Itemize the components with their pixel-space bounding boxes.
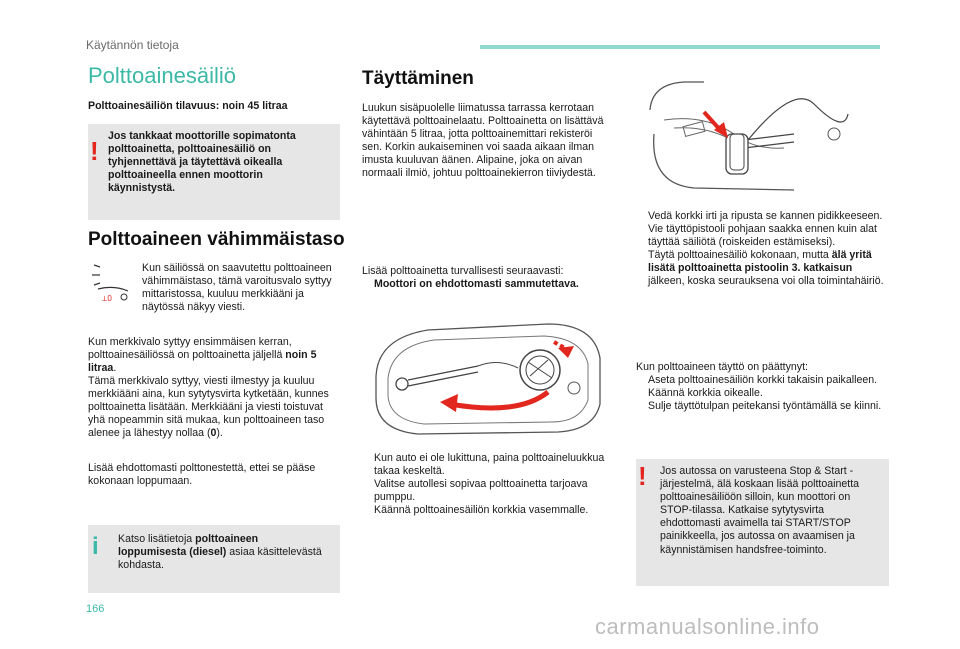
svg-text:⟂0: ⟂0 [102, 294, 112, 303]
para2-bold: 0 [210, 427, 217, 440]
warning-text-fuel: Jos tankkaat moottorille sopimatonta polttoainetta, polttoainesäiliö on tyhjennettävä ja täytettävä oikealla polttoaineella ennen moottorin käynnistystä. [108, 130, 296, 195]
gauge-intro-text: Kun säiliössä on saavutettu polttoaineen vähimmäistaso, tämä varoitusvalo syttyy mittaristossa, kuuluu merkkiääni ja näytössä näkyy viesti. [142, 262, 332, 314]
watermark: carmanualsonline.info [595, 614, 820, 639]
header-accent-bar [480, 45, 880, 49]
warning-text-stop-start: Jos autossa on varusteena Stop & Start -järjestelmä, älä koskaan lisää polttoainetta polttoainesäiliöön silloin, kun moottori on STOP-tilassa. Katkaise sytytysvirta ehdottomasti avaimella tai START/STOP painikkeella, jos autossa on avaamisen ja käynnistämisen handsfree-toiminto. [660, 465, 860, 556]
after-bullet-2-text: Käännä korkkia oikealle. [648, 387, 763, 400]
right-bullet-3-bold: älä yritä lisätä polttoainetta pistoolin 3. katkaisun [648, 249, 872, 275]
page-title: Polttoainesäiliö [88, 63, 236, 88]
min-level-paragraph-3: Lisää ehdottomasti polttonestettä, ettei se pääse kokonaan loppumaan. [88, 462, 316, 488]
warning-icon: ! [638, 461, 647, 491]
safe-filling-intro: Lisää polttoainetta turvallisesti seuraavasti: [362, 265, 564, 277]
filling-intro: Luukun sisäpuolelle liimatussa tarrassa kerrotaan käytettävä polttoainelaatu. Polttoainetta on lisättävä vähintään 5 litraa, jotta polttoainemittari rekisteröi sen. Korkin aukaiseminen voi saada aikaan ilman imusta kuuluvan äänen. Alipaine, joka on aivan normaali ilmiö, johtuu polttoainekierron tiiviydestä. [362, 102, 604, 180]
min-level-paragraph-2 [88, 375, 340, 440]
after-bullet-2 [636, 387, 888, 400]
safe-bullet-text: Moottori on ehdottomasti sammutettava. [374, 278, 579, 290]
para2-text: Tämä merkkivalo syttyy, viesti ilmestyy ja kuuluu merkkiääni aina, kun sytytysvirta kytketään, kunnes polttoainetta lisätään. Merkkiääni ja viesti toistuvat yhä nopeammin sitä mukaa, kun polttoaineen taso alenee ja lähestyy nollaa ( [88, 375, 329, 440]
middle-bullet-1-text: Kun auto ei ole lukittuna, paina polttoaineluukkua takaa keskeltä. [374, 452, 605, 478]
after-bullet-1-text: Aseta polttoainesäiliön korkki takaisin paikalleen. [648, 374, 878, 387]
middle-bullet-2-text: Valitse autollesi sopivaa polttoainetta tarjoava pumppu. [374, 478, 588, 504]
info-text-a: Katso lisätietoja [118, 533, 196, 545]
section-header: Käytännön tietoja [86, 38, 179, 52]
para1-end: . [113, 362, 117, 375]
info-icon: i [92, 533, 99, 560]
fuel-gauge-icon [88, 255, 134, 305]
right-bullet-1-text: Vedä korkki irti ja ripusta se kannen pidikkeeseen. [648, 210, 883, 222]
middle-bullet-3 [362, 504, 617, 517]
min-level-title: Polttoaineen vähimmäistaso [88, 229, 345, 250]
para2-end: ). [216, 427, 223, 440]
right-bullet-3 [636, 249, 888, 288]
right-bullet-1 [636, 210, 888, 223]
middle-bullet-1 [362, 452, 617, 478]
warning-box-stop-start [636, 459, 889, 586]
safe-bullet [362, 278, 632, 291]
middle-bullet-3-text: Käännä polttoainesäiliön korkkia vasemmalle. [374, 504, 589, 517]
capacity-text: Polttoainesäiliön tilavuus: noin 45 litraa [88, 100, 288, 112]
middle-bullets [362, 452, 617, 517]
middle-bullet-2 [362, 478, 617, 504]
right-bullets-top [636, 210, 888, 289]
after-bullet-1 [636, 374, 888, 387]
filling-title: Täyttäminen [362, 68, 474, 89]
right-bullet-2 [636, 223, 888, 249]
fuel-cap-illustration [644, 74, 884, 194]
fuel-door-illustration [368, 318, 608, 438]
after-filling-intro: Kun polttoaineen täyttö on päättynyt: [636, 361, 808, 373]
para1-text: Kun merkkivalo syttyy ensimmäisen kerran, polttoainesäiliössä on polttoainetta jäljellä [88, 336, 292, 362]
min-level-paragraph-1 [88, 336, 340, 375]
info-box-diesel [88, 525, 340, 593]
after-filling-block [636, 361, 888, 413]
info-text-diesel [118, 533, 328, 572]
warning-icon: ! [90, 136, 99, 166]
info-text-c: asiaa käsittelevästä kohdasta. [118, 546, 322, 572]
para1-bold: noin 5 litraa [88, 349, 317, 375]
warning-box-fuel [88, 124, 340, 220]
info-text-bold: polttoaineen loppumisesta (diesel) [118, 533, 259, 559]
right-bullet-3-text: Täytä polttoainesäiliö kokonaan, mutta [648, 249, 832, 262]
right-bullet-3-end: jälkeen, koska seurauksena voi olla toimintahäiriö. [648, 275, 884, 288]
after-bullet-3 [636, 400, 888, 413]
right-bullet-2-text: Vie täyttöpistooli pohjaan saakka ennen kuin alat täyttää säiliötä (roiskeiden estämiseksi). [648, 223, 877, 249]
page-number: 166 [86, 603, 105, 615]
after-bullet-3-text: Sulje täyttötulpan peitekansi työntämällä se kiinni. [648, 400, 882, 413]
